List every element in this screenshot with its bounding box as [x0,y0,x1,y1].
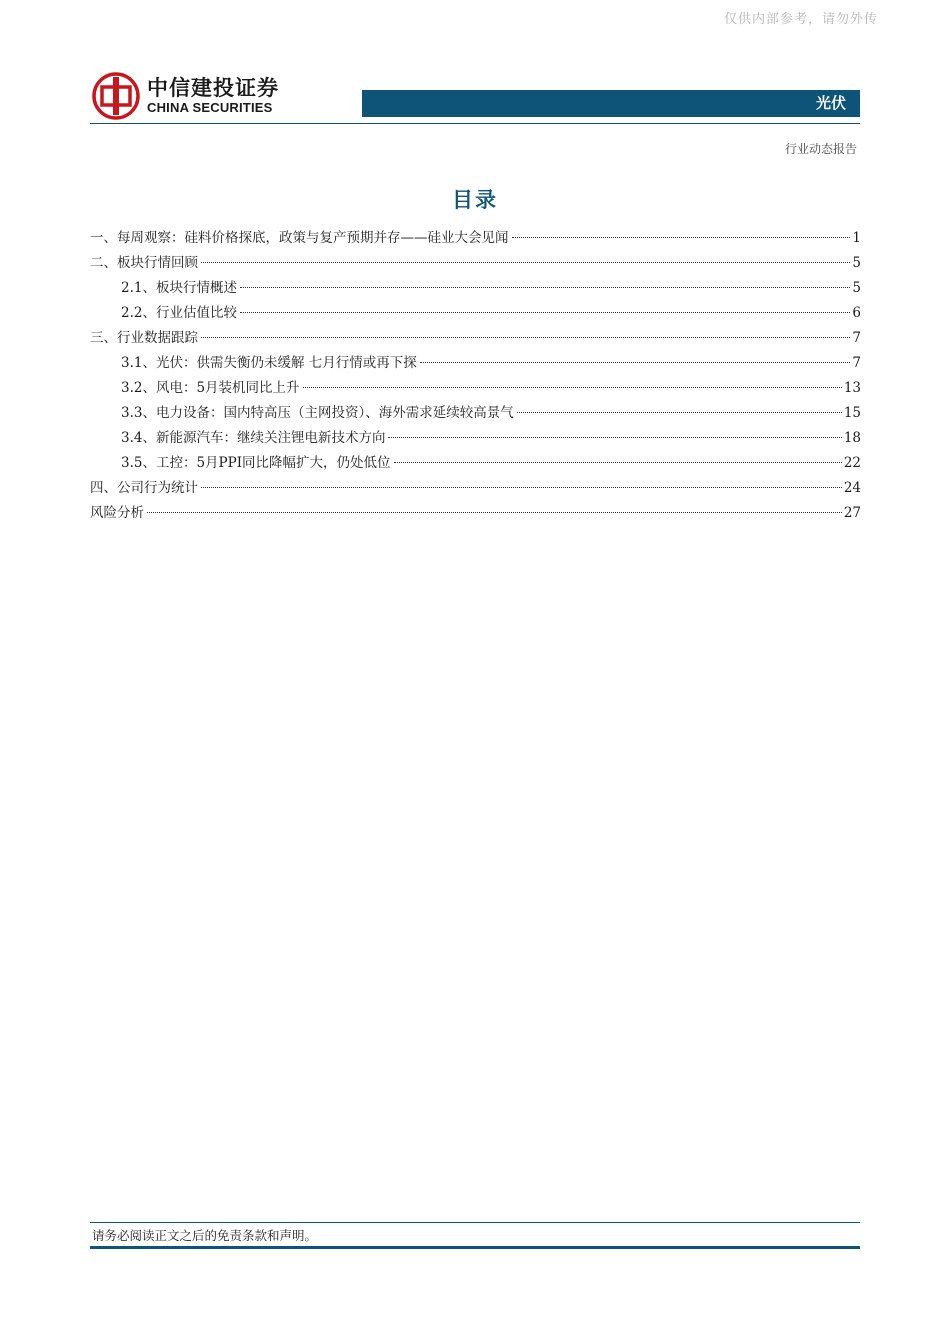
toc-leader-dots [201,487,842,488]
header-divider [90,123,860,124]
toc-entry[interactable] [90,276,861,301]
toc-leader-dots [240,312,850,313]
watermark-text: 仅供内部参考，请勿外传 [723,12,878,27]
sector-banner [362,90,860,117]
toc-entry[interactable] [90,226,861,251]
toc-entry-text: 2.2、行业估值比较 [121,305,237,321]
toc-entry[interactable] [90,376,861,401]
toc-leader-dots [394,462,842,463]
brand-logo [92,72,279,120]
toc-entry-page: 5 [852,280,861,296]
toc-entry[interactable] [90,326,861,351]
brand-name-cn: 中信建投证券 [147,76,279,100]
brand-name-en: CHINA SECURITIES [147,100,273,115]
toc-entry-page: 7 [852,330,861,346]
toc-entry-page: 6 [852,305,861,321]
toc-leader-dots [517,412,842,413]
toc-entry-text: 风险分析 [90,505,144,521]
footer-disclaimer: 请务必阅读正文之后的免责条款和声明。 [92,1228,318,1243]
toc-leader-dots [201,262,850,263]
toc-entry-text: 3.1、光伏：供需失衡仍未缓解 七月行情或再下探 [121,355,417,371]
toc-entry[interactable] [90,351,861,376]
toc-entry-text: 二、板块行情回顾 [90,255,198,271]
toc-entry[interactable] [90,476,861,501]
toc-entry[interactable] [90,301,861,326]
toc-leader-dots [201,337,850,338]
toc-entry-text: 3.2、风电：5月装机同比上升 [121,380,300,396]
report-type-label: 行业动态报告 [784,142,857,156]
toc-leader-dots [147,512,842,513]
table-of-contents [90,226,861,526]
toc-entry-page: 13 [843,380,861,396]
toc-entry-text: 3.5、工控：5月PPI同比降幅扩大，仍处低位 [121,455,391,471]
toc-entry-text: 三、行业数据跟踪 [90,330,198,346]
toc-entry-page: 24 [843,480,861,496]
toc-entry-page: 1 [852,230,861,246]
toc-entry-text: 3.3、电力设备：国内特高压（主网投资）、海外需求延续较高景气 [121,405,514,421]
toc-entry[interactable] [90,426,861,451]
toc-entry-text: 四、公司行为统计 [90,480,198,496]
toc-entry[interactable] [90,401,861,426]
toc-entry-page: 15 [843,405,861,421]
toc-leader-dots [388,437,841,438]
toc-entry-page: 5 [852,255,861,271]
toc-entry[interactable] [90,501,861,526]
toc-entry[interactable] [90,251,861,276]
sector-label: 光伏 [815,94,846,112]
toc-entry-text: 一、每周观察：硅料价格探底，政策与复产预期并存——硅业大会见闻 [90,230,509,246]
toc-entry[interactable] [90,451,861,476]
toc-entry-page: 18 [843,430,861,446]
toc-entry-page: 27 [843,505,861,521]
footer-divider [90,1222,860,1223]
toc-leader-dots [420,362,851,363]
toc-entry-text: 2.1、板块行情概述 [121,280,237,296]
toc-leader-dots [303,387,842,388]
footer-bar [90,1246,860,1249]
toc-leader-dots [512,237,851,238]
citic-emblem-icon [92,72,140,120]
toc-leader-dots [240,287,850,288]
toc-title: 目录 [452,188,498,212]
toc-entry-text: 3.4、新能源汽车：继续关注锂电新技术方向 [121,430,386,446]
toc-entry-page: 7 [852,355,861,371]
toc-entry-page: 22 [843,455,861,471]
